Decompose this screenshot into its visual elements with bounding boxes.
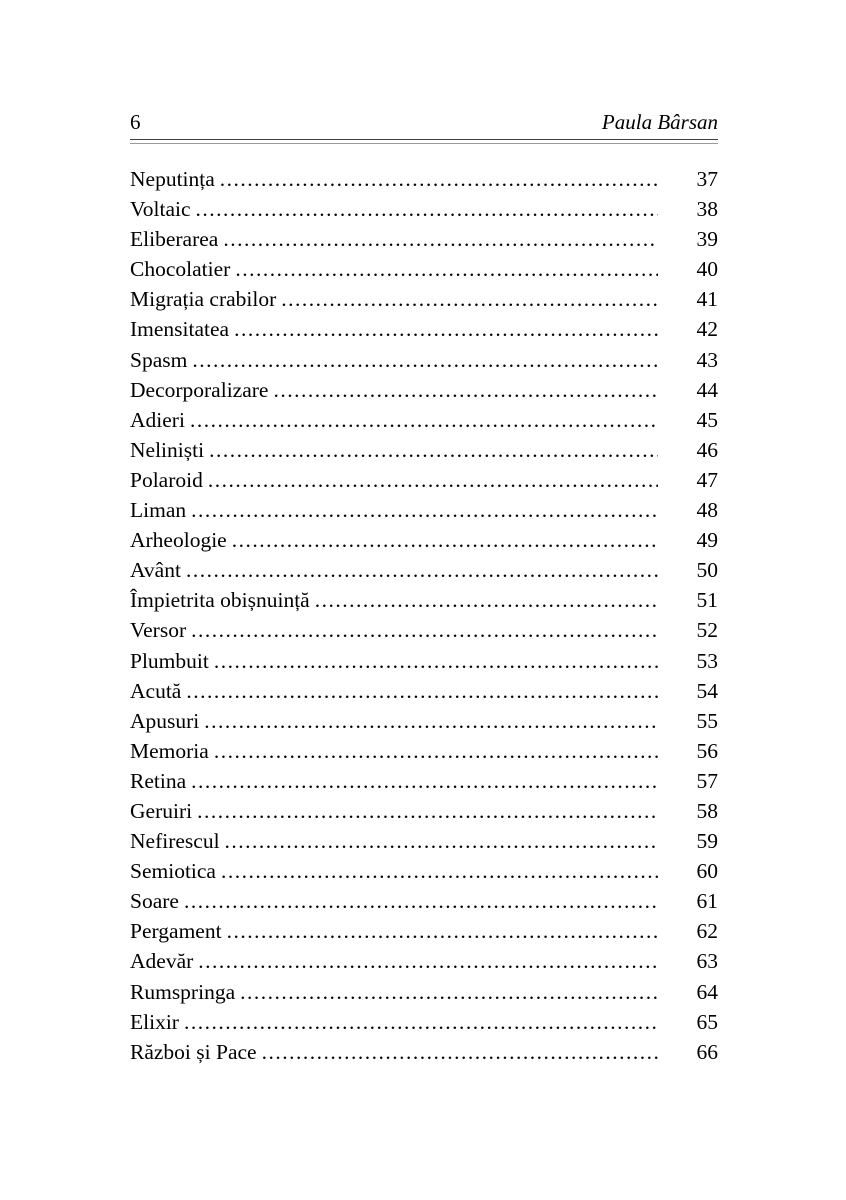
toc-entry-page: 56 xyxy=(696,738,718,763)
dot-leader xyxy=(223,227,658,252)
dot-leader xyxy=(197,799,658,824)
toc-entry xyxy=(130,980,718,1010)
toc-entry-title: Semiotica xyxy=(130,859,216,884)
toc-entry xyxy=(130,167,718,197)
toc-entry xyxy=(130,227,718,257)
toc-entry-title: Împietrita obișnuință xyxy=(130,588,310,613)
toc-entry-title: Decorporalizare xyxy=(130,377,269,402)
toc-entry xyxy=(130,889,718,919)
dot-leader xyxy=(186,679,658,704)
toc-entry-title: Soare xyxy=(130,889,179,914)
dot-leader xyxy=(196,197,658,222)
dot-leader xyxy=(214,649,658,674)
toc-entry xyxy=(130,829,718,859)
toc-entry-title: Apusuri xyxy=(130,708,200,733)
toc-entry xyxy=(130,859,718,889)
toc-entry-title: Nefirescul xyxy=(130,829,220,854)
toc-entry xyxy=(130,528,718,558)
toc-entry-title: Război și Pace xyxy=(130,1039,257,1064)
toc-entry-title: Eliberarea xyxy=(130,227,219,252)
toc-entry xyxy=(130,378,718,408)
header-page-number: 6 xyxy=(130,110,141,134)
toc-entry-page: 58 xyxy=(696,798,718,823)
dot-leader xyxy=(262,1040,658,1065)
toc-entry-page: 52 xyxy=(696,618,718,643)
toc-entry-title: Polaroid xyxy=(130,467,203,492)
toc-entry-page: 49 xyxy=(696,528,718,553)
dot-leader xyxy=(209,438,658,463)
toc-entry-page: 57 xyxy=(696,768,718,793)
toc-entry-title: Arheologie xyxy=(130,528,227,553)
toc-entry-page: 51 xyxy=(696,588,718,613)
toc-entry-page: 59 xyxy=(696,829,718,854)
toc-entry-page: 46 xyxy=(696,437,718,462)
dot-leader xyxy=(234,317,658,342)
toc-entry xyxy=(130,799,718,829)
dot-leader xyxy=(273,378,658,403)
toc-entry-page: 61 xyxy=(696,889,718,914)
dot-leader xyxy=(184,889,658,914)
dot-leader xyxy=(221,859,658,884)
toc-entry-page: 66 xyxy=(696,1039,718,1064)
toc-entry xyxy=(130,769,718,799)
dot-leader xyxy=(184,1010,658,1035)
toc-entry xyxy=(130,949,718,979)
dot-leader xyxy=(190,408,658,433)
dot-leader xyxy=(227,919,658,944)
toc-entry xyxy=(130,197,718,227)
toc-entry-page: 37 xyxy=(696,167,718,191)
toc-entry xyxy=(130,558,718,588)
toc-entry-title: Versor xyxy=(130,618,187,643)
dot-leader xyxy=(240,980,658,1005)
toc-entry-title: Rumspringa xyxy=(130,979,236,1004)
toc-entry-page: 55 xyxy=(696,708,718,733)
toc-entry-page: 63 xyxy=(696,949,718,974)
toc-entry-title: Avânt xyxy=(130,558,181,583)
toc-entry-page: 65 xyxy=(696,1009,718,1034)
toc-entry-page: 38 xyxy=(696,197,718,222)
dot-leader xyxy=(191,498,658,523)
toc-entry xyxy=(130,257,718,287)
toc-entry-title: Voltaic xyxy=(130,197,191,222)
toc-entry-title: Migrația crabilor xyxy=(130,287,277,312)
toc-entry-title: Neputința xyxy=(130,167,215,191)
toc-entry-title: Neliniști xyxy=(130,437,205,462)
toc-entry-page: 47 xyxy=(696,467,718,492)
toc-entry-title: Retina xyxy=(130,768,187,793)
toc-entry-title: Pergament xyxy=(130,919,222,944)
dot-leader xyxy=(191,618,658,643)
dot-leader xyxy=(208,468,658,493)
toc-entry-page: 60 xyxy=(696,859,718,884)
toc-entry xyxy=(130,618,718,648)
dot-leader xyxy=(198,949,658,974)
toc-entry xyxy=(130,649,718,679)
toc-entry-title: Acută xyxy=(130,678,182,703)
dot-leader xyxy=(191,769,658,794)
dot-leader xyxy=(220,167,658,192)
toc-entry xyxy=(130,1040,718,1070)
toc-entry-page: 64 xyxy=(696,979,718,1004)
dot-leader xyxy=(186,558,658,583)
toc-entry xyxy=(130,739,718,769)
toc-entry-page: 62 xyxy=(696,919,718,944)
toc-entry xyxy=(130,438,718,468)
dot-leader xyxy=(214,739,658,764)
toc-entry-title: Adieri xyxy=(130,407,185,432)
toc-entry-page: 50 xyxy=(696,558,718,583)
toc-entry-title: Imensitatea xyxy=(130,317,230,342)
toc-entry-page: 43 xyxy=(696,347,718,372)
toc-entry xyxy=(130,919,718,949)
toc-entry-page: 54 xyxy=(696,678,718,703)
dot-leader xyxy=(235,257,658,282)
dot-leader xyxy=(204,709,658,734)
toc-entry-title: Chocolatier xyxy=(130,257,231,282)
toc-entry xyxy=(130,679,718,709)
toc-entry-title: Memoria xyxy=(130,738,209,763)
toc-entry xyxy=(130,317,718,347)
toc-entry xyxy=(130,588,718,618)
toc-entry-title: Liman xyxy=(130,498,187,523)
toc-entry-title: Spasm xyxy=(130,347,188,372)
page-header xyxy=(130,110,718,139)
toc-list xyxy=(130,167,718,1070)
toc-entry xyxy=(130,348,718,378)
dot-leader xyxy=(315,588,658,613)
toc-entry xyxy=(130,408,718,438)
toc-entry-page: 39 xyxy=(696,227,718,252)
toc-entry-page: 41 xyxy=(696,287,718,312)
toc-entry xyxy=(130,468,718,498)
toc-entry-title: Geruiri xyxy=(130,798,193,823)
toc-entry-page: 44 xyxy=(696,377,718,402)
toc-entry xyxy=(130,287,718,317)
toc-entry-title: Adevăr xyxy=(130,949,194,974)
toc-entry xyxy=(130,709,718,739)
header-author-name: Paula Bârsan xyxy=(601,110,718,134)
toc-entry-page: 48 xyxy=(696,498,718,523)
toc-entry-page: 45 xyxy=(696,407,718,432)
dot-leader xyxy=(281,287,658,312)
dot-leader xyxy=(232,528,658,553)
dot-leader xyxy=(192,348,658,373)
toc-entry-title: Elixir xyxy=(130,1009,179,1034)
toc-entry-title: Plumbuit xyxy=(130,648,209,673)
dot-leader xyxy=(225,829,658,854)
toc-entry xyxy=(130,498,718,528)
toc-entry-page: 42 xyxy=(696,317,718,342)
header-divider-rule xyxy=(130,139,718,144)
toc-entry-page: 53 xyxy=(696,648,718,673)
toc-entry-page: 40 xyxy=(696,257,718,282)
toc-entry xyxy=(130,1010,718,1040)
